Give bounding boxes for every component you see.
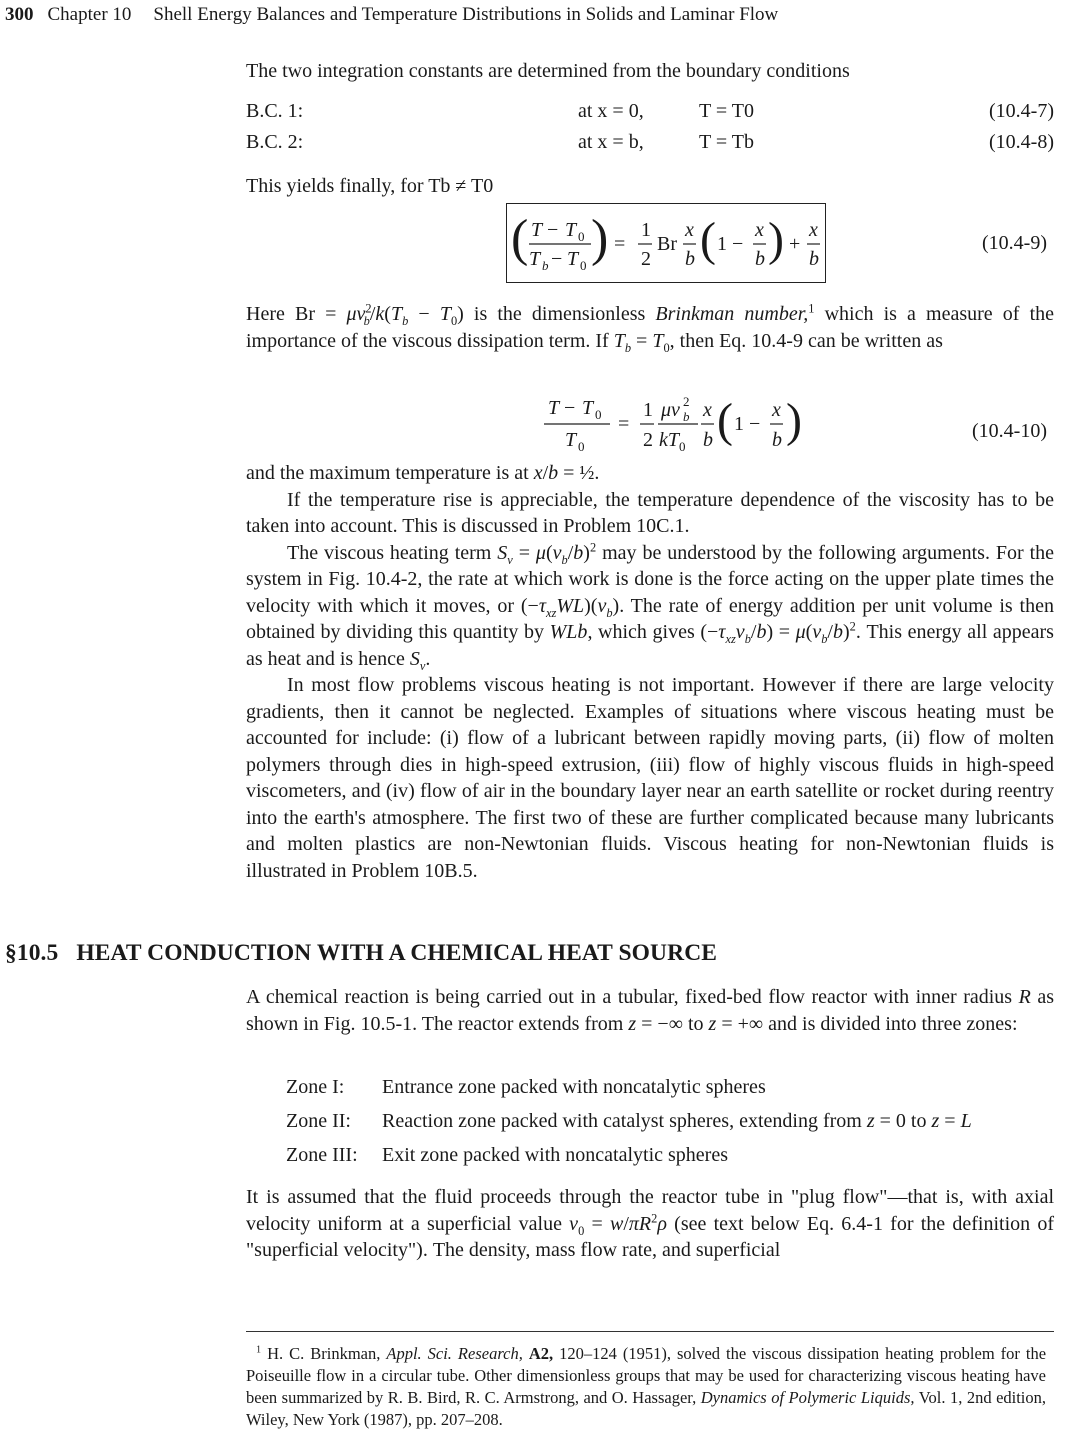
chapter-title: Shell Energy Balances and Temperature Distributions in Solids and Laminar Flow xyxy=(153,4,779,25)
equation-number-10-4-10: (10.4-10) xyxy=(972,420,1047,442)
bc-location: at x = 0, xyxy=(578,100,644,122)
svg-text:x: x xyxy=(772,399,781,421)
svg-text:+: + xyxy=(789,233,801,255)
footnote-rule xyxy=(246,1331,1054,1332)
svg-text:2: 2 xyxy=(683,394,690,409)
zone-item-2 xyxy=(286,1110,1076,1138)
footnote-volume: A2, xyxy=(528,1344,554,1363)
equation-10-4-9-graphic xyxy=(507,204,825,282)
section-number: §10.5 xyxy=(5,940,59,966)
svg-text:T: T xyxy=(531,219,543,241)
zone-item-3 xyxy=(286,1144,1076,1172)
boundary-condition-2 xyxy=(246,131,1054,157)
svg-text:−: − xyxy=(547,219,559,241)
equation-10-4-10-graphic xyxy=(540,382,830,462)
brinkman-paragraph xyxy=(246,301,1054,354)
svg-text:x: x xyxy=(755,219,764,241)
yields-line: This yields finally, for Tb ≠ T0 xyxy=(246,175,494,197)
svg-text:T: T xyxy=(565,219,577,241)
svg-text:T: T xyxy=(529,248,541,270)
svg-text:): ) xyxy=(591,210,609,267)
max-temp-line: and the maximum temperature is at x/b = ½. xyxy=(246,462,600,484)
zone-text: Reaction zone packed with catalyst spheres, extending from z = 0 to z = L xyxy=(382,1110,972,1132)
most-flow-paragraph: In most flow problems viscous heating is not important. However if there are large velocity gradients, then it cannot be neglected. Examples of situations where viscous heating must be accounted for include: (i) flow of a lubricant between rapidly moving parts, (ii) flow of molten polymers through dies in high-speed extrusion, (iii) flow of highly viscous fluids in high-speed viscometers, and (iv) flow of air in the boundary layer near an earth satellite or rocket during reentry into the earth's atmosphere. The first two of these are further complicated because many lubricants and molten plastics are non-Newtonian fluids. Viscous heating for non-Newtonian fluids is illustrated in Problem 10B.5. xyxy=(246,674,1054,882)
section-heading xyxy=(5,940,1075,967)
svg-text:b: b xyxy=(809,248,819,270)
svg-text:T: T xyxy=(548,397,560,419)
svg-text:1 −: 1 − xyxy=(734,413,761,435)
svg-text:=: = xyxy=(614,233,626,255)
equation-number: (10.4-7) xyxy=(989,100,1054,122)
zone-item-1 xyxy=(286,1076,1076,1104)
svg-text:1: 1 xyxy=(641,219,651,241)
svg-text:0: 0 xyxy=(580,258,587,273)
equation-number: (10.4-8) xyxy=(989,131,1054,153)
svg-text:0: 0 xyxy=(578,439,585,454)
footnote-author: H. C. Brinkman, xyxy=(267,1344,381,1363)
chapter-label: Chapter 10 xyxy=(47,4,132,25)
zone-label: Zone II: xyxy=(286,1110,351,1132)
brinkman-text: Here $Br = \mu v^2_b/k(T_b - T_0)$ is the dimensionless Brinkman number,$^1$ which is a measure of the importance of the viscous dissipation term. If $T_b = T_0$, then Eq. 10.4-9 can be written as xyxy=(246,301,1055,355)
equation-number-10-4-9: (10.4-9) xyxy=(982,232,1047,254)
plug-flow-paragraph xyxy=(246,1184,1054,1264)
bc-label: B.C. 2: xyxy=(246,131,304,153)
footnote-book: Dynamics of Polymeric Liquids, xyxy=(700,1388,915,1407)
temp-rise-paragraph: If the temperature rise is appreciable, the temperature dependence of the viscosity has to be taken into account. This is discussed in Problem 10C.1. xyxy=(246,488,1054,537)
svg-text:kT: kT xyxy=(659,429,679,451)
svg-text:0: 0 xyxy=(595,407,602,422)
footnote xyxy=(246,1343,1046,1431)
svg-text:(: ( xyxy=(717,394,733,447)
section-title: HEAT CONDUCTION WITH A CHEMICAL HEAT SOURCE xyxy=(76,940,718,966)
boxed-equation-10-4-9 xyxy=(506,203,826,283)
svg-text:b: b xyxy=(542,258,549,273)
svg-text:0: 0 xyxy=(679,439,686,454)
footnote-text-2: Vol. 1, 2nd edition, Wiley, New York (1987), pp. 207–208. xyxy=(246,1388,1047,1429)
svg-text:(: ( xyxy=(700,213,716,266)
plug-flow-text: It is assumed that the fluid proceeds through the reactor tube in "plug flow"—that is, with axial velocity uniform at a superficial value $v_0 = w/\pi R^2\rho$ (see text below Eq. 6.4-1 for the definition of "superficial velocity"). The density, mass flow rate, and superficial xyxy=(246,1186,1054,1261)
svg-text:T: T xyxy=(582,397,594,419)
yields-paragraph xyxy=(246,173,1054,200)
svg-text:2: 2 xyxy=(641,248,651,270)
svg-text:b: b xyxy=(683,409,690,424)
svg-text:T: T xyxy=(567,248,579,270)
svg-text:): ) xyxy=(768,213,784,266)
footnote-text-1: 120–124 (1951), solved the viscous dissipation heating problem for the Poiseuille flow in a circular tube. Other dimensionless groups that may be used for characterizing viscous heating have been summarized by R. B. Bird, R. C. Armstrong, and O. Hassager, xyxy=(246,1344,1047,1407)
svg-text:1 −: 1 − xyxy=(717,233,744,255)
intro-paragraph xyxy=(246,58,1054,85)
zone-text: Entrance zone packed with noncatalytic spheres xyxy=(382,1076,766,1098)
svg-text:−: − xyxy=(551,248,563,270)
viscous-heating-section xyxy=(246,460,1054,884)
svg-text:b: b xyxy=(685,248,695,270)
svg-text:x: x xyxy=(703,399,712,421)
svg-text:0: 0 xyxy=(578,229,585,244)
svg-text:): ) xyxy=(786,394,802,447)
bc-value: T = Tb xyxy=(699,131,754,153)
svg-text:x: x xyxy=(685,219,694,241)
zone-label: Zone III: xyxy=(286,1144,358,1166)
reactor-text: A chemical reaction is being carried out in a tubular, fixed-bed flow reactor with inner radius R as shown in Fig. 10.5-1. The reactor extends from z = −∞ to z = +∞ and is divided into three zones: xyxy=(246,986,1054,1035)
svg-text:b: b xyxy=(772,429,782,451)
running-head xyxy=(5,4,1075,26)
svg-text:1: 1 xyxy=(643,399,653,421)
bc-location: at x = b, xyxy=(578,131,644,153)
viscous-heating-paragraph: The viscous heating term $S_v = \mu(v_b/b)^2$ may be understood by the following arguments. For the system in Fig. 10.4-2, the rate at which work is done is the force acting on the upper plate times the velocity with which it moves, or $(-\tau_{xz}WL)(v_b)$. The rate of energy addition per unit volume is then obtained by dividing this quantity by WLb, which gives $(-\tau_{xz}v_b/b) = \mu(v_b/b)^2$. This energy all appears as heat and is hence $S_v$. xyxy=(246,539,1055,673)
svg-text:Br: Br xyxy=(657,233,677,255)
page-number: 300 xyxy=(5,4,34,25)
bc-label: B.C. 1: xyxy=(246,100,304,122)
svg-text:T: T xyxy=(565,429,577,451)
footnote-journal: Appl. Sci. Research, xyxy=(386,1344,523,1363)
zone-text: Exit zone packed with noncatalytic spheres xyxy=(382,1144,728,1166)
svg-text:b: b xyxy=(703,429,713,451)
svg-text:2: 2 xyxy=(643,429,653,451)
footnote-marker: 1 xyxy=(256,1344,262,1356)
zone-label: Zone I: xyxy=(286,1076,345,1098)
svg-text:μv: μv xyxy=(661,399,680,421)
reactor-paragraph xyxy=(246,984,1054,1037)
boundary-condition-1 xyxy=(246,100,1054,126)
svg-text:(: ( xyxy=(511,210,529,267)
svg-text:x: x xyxy=(809,219,818,241)
svg-text:−: − xyxy=(564,397,576,419)
bc-value: T = T0 xyxy=(699,100,754,122)
svg-text:b: b xyxy=(755,248,765,270)
intro-line: The two integration constants are determined from the boundary conditions xyxy=(246,60,850,82)
svg-text:=: = xyxy=(618,413,630,435)
